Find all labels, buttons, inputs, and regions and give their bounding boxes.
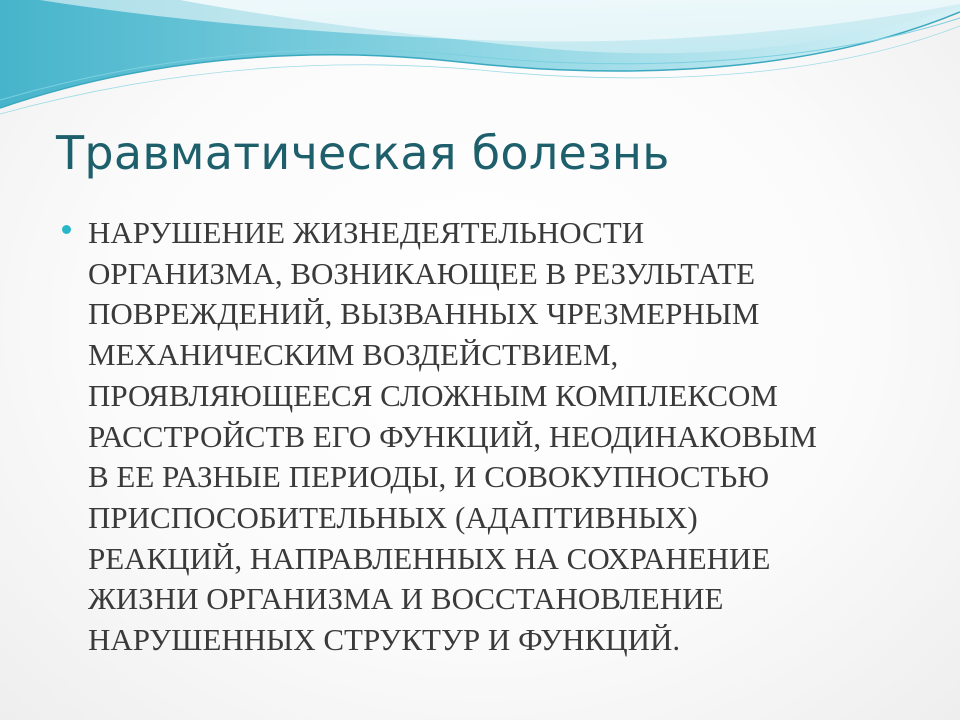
bullet-text-line: РЕАКЦИЙ, НАПРАВЛЕННЫХ НА СОХРАНЕНИЕ (88, 540, 771, 576)
bullet-text-line: РАССТРОЙСТВ ЕГО ФУНКЦИЙ, НЕОДИНАКОВЫМ (88, 418, 817, 454)
wave-decoration (0, 0, 960, 120)
bullet-item (56, 213, 906, 661)
bullet-text-line: ПОВРЕЖДЕНИЙ, ВЫЗВАННЫХ ЧРЕЗМЕРНЫМ (88, 296, 760, 332)
bullet-text-line: В ЕЕ РАЗНЫЕ ПЕРИОДЫ, И СОВОКУПНОСТЬЮ (88, 459, 770, 495)
bullet-dot-icon (62, 225, 71, 234)
bullet-text-line: ПРОЯВЛЯЮЩЕЕСЯ СЛОЖНЫМ КОМПЛЕКСОМ (88, 377, 778, 413)
bullet-text-line: ПРИСПОСОБИТЕЛЬНЫХ (АДАПТИВНЫХ) (88, 499, 698, 535)
bullet-list (56, 213, 906, 661)
bullet-text-line: ОРГАНИЗМА, ВОЗНИКАЮЩЕЕ В РЕЗУЛЬТАТЕ (88, 255, 756, 291)
bullet-text-line: НАРУШЕНИЕ ЖИЗНЕДЕЯТЕЛЬНОСТИ (88, 215, 645, 250)
slide-title: Травматическая болезнь (56, 126, 670, 180)
bullet-text-line: МЕХАНИЧЕСКИМ ВОЗДЕЙСТВИЕМ, (88, 337, 619, 373)
bullet-text-line: ЖИЗНИ ОРГАНИЗМА И ВОССТАНОВЛЕНИЕ (88, 581, 724, 617)
bullet-text-line: НАРУШЕННЫХ СТРУКТУР И ФУНКЦИЙ. (88, 622, 681, 658)
bullet-text (88, 213, 906, 661)
